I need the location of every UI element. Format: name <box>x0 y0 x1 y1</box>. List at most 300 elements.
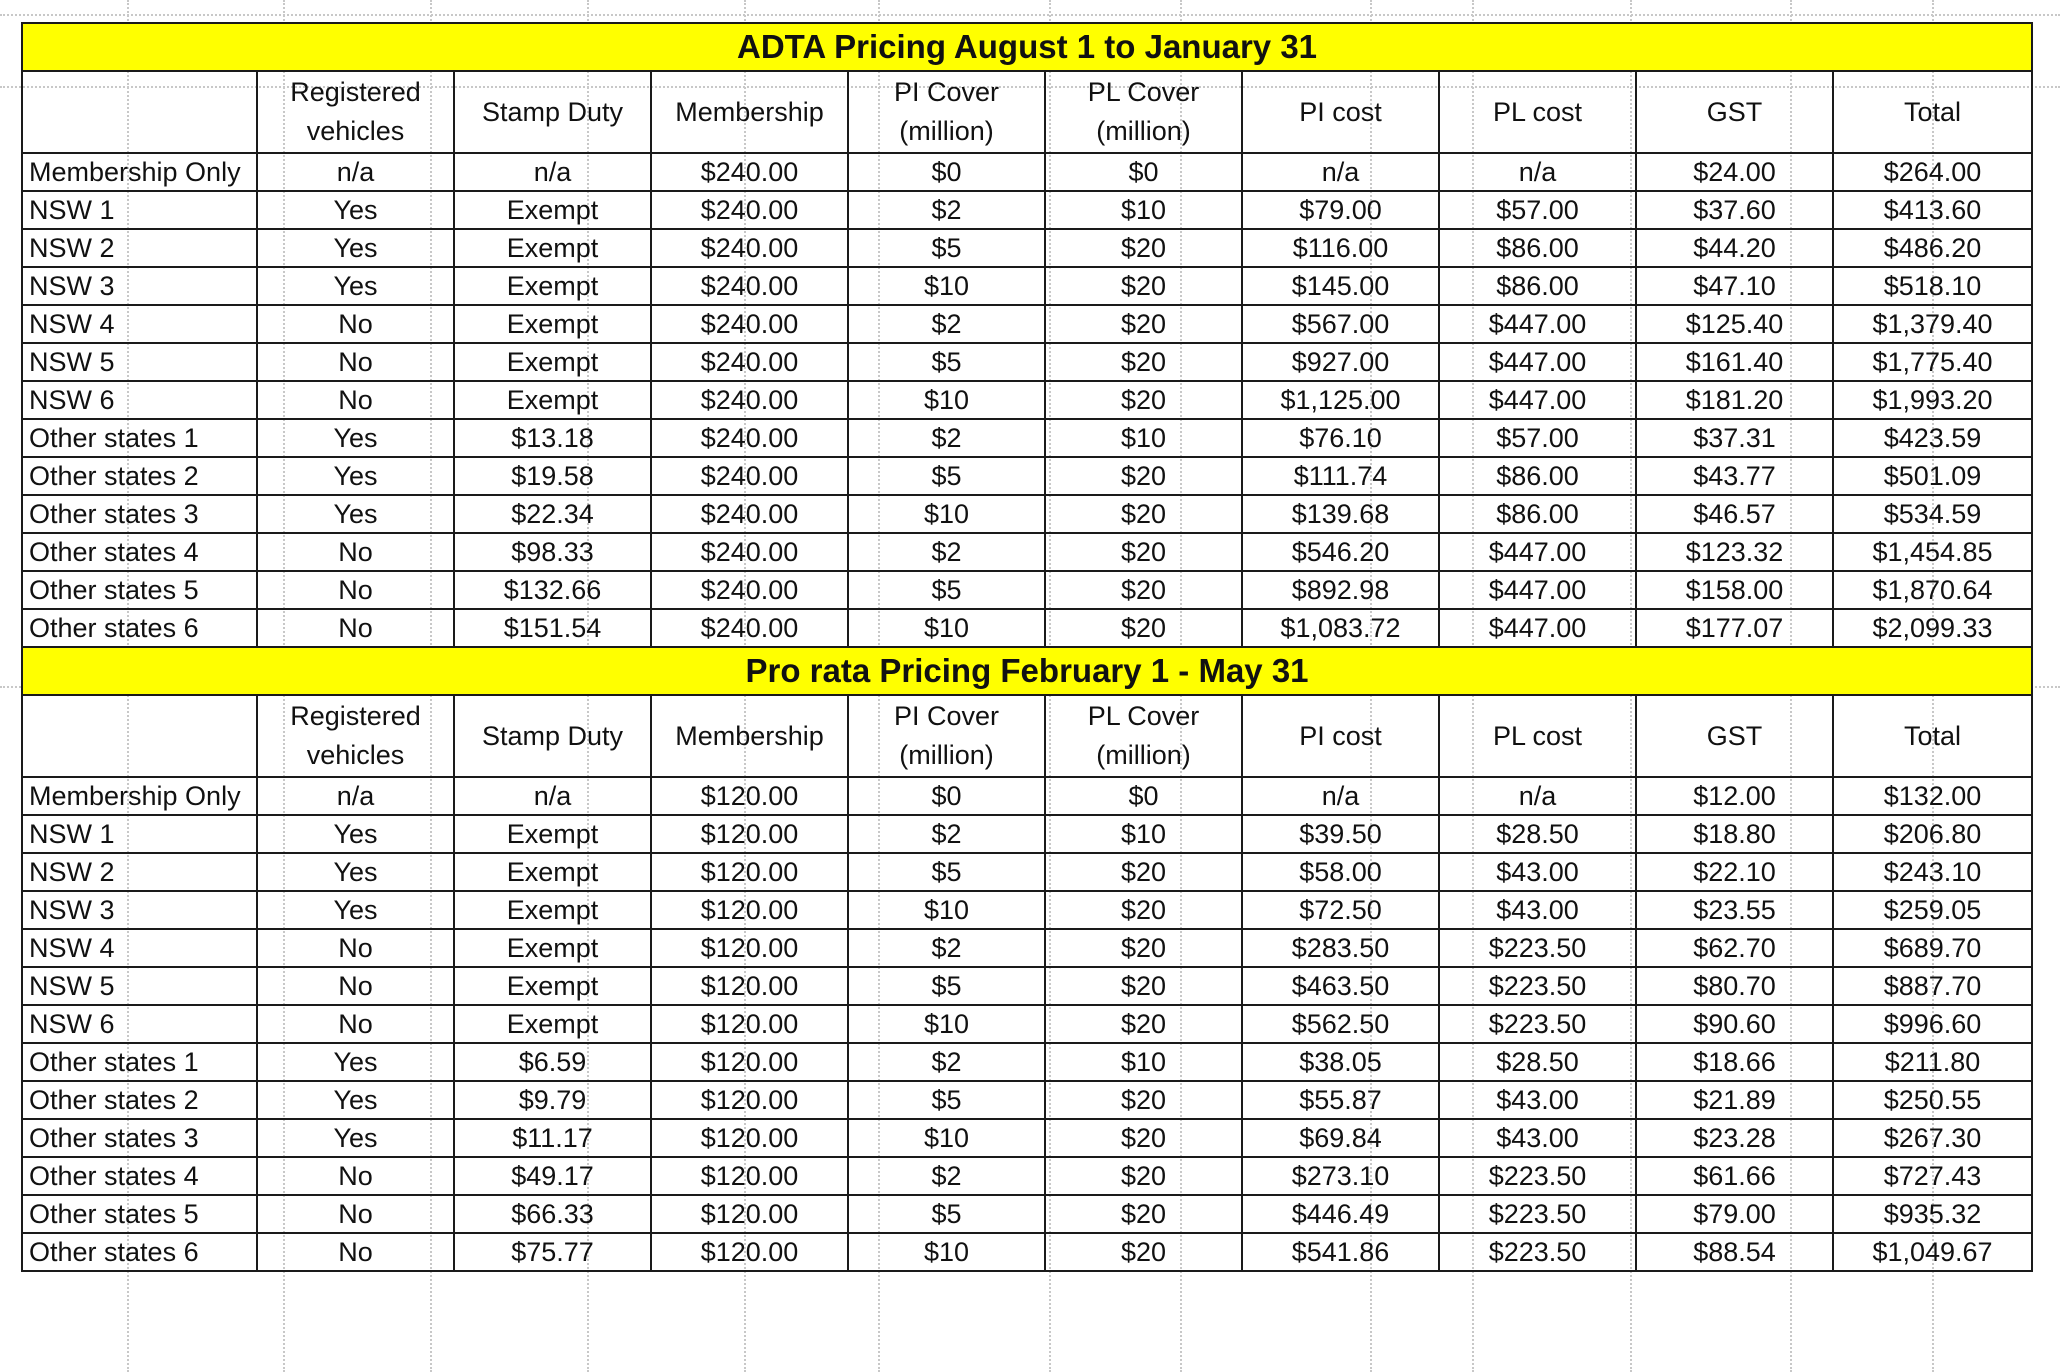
cell-pl-cover[interactable]: $20 <box>1045 1119 1242 1157</box>
cell-pl-cover[interactable]: $20 <box>1045 533 1242 571</box>
cell-membership[interactable]: $240.00 <box>651 153 848 191</box>
column-header-row-label[interactable] <box>22 695 257 777</box>
cell-gst[interactable]: $125.40 <box>1636 305 1833 343</box>
cell-stamp-duty[interactable]: n/a <box>454 153 651 191</box>
cell-pl-cost[interactable]: $57.00 <box>1439 191 1636 229</box>
cell-registered-vehicles[interactable]: Yes <box>257 853 454 891</box>
cell-pl-cost[interactable]: $447.00 <box>1439 533 1636 571</box>
cell-gst[interactable]: $79.00 <box>1636 1195 1833 1233</box>
cell-row-label[interactable]: NSW 5 <box>22 967 257 1005</box>
cell-registered-vehicles[interactable]: Yes <box>257 419 454 457</box>
column-header-total[interactable]: Total <box>1833 71 2032 153</box>
cell-membership[interactable]: $120.00 <box>651 1195 848 1233</box>
cell-pl-cost[interactable]: $447.00 <box>1439 381 1636 419</box>
cell-total[interactable]: $264.00 <box>1833 153 2032 191</box>
cell-stamp-duty[interactable]: Exempt <box>454 853 651 891</box>
cell-stamp-duty[interactable]: Exempt <box>454 267 651 305</box>
column-header-membership[interactable]: Membership <box>651 695 848 777</box>
cell-pl-cover[interactable]: $20 <box>1045 853 1242 891</box>
cell-pi-cost[interactable]: $58.00 <box>1242 853 1439 891</box>
column-header-row-label[interactable] <box>22 71 257 153</box>
cell-pi-cover[interactable]: $5 <box>848 457 1045 495</box>
cell-pl-cost[interactable]: $86.00 <box>1439 495 1636 533</box>
cell-gst[interactable]: $90.60 <box>1636 1005 1833 1043</box>
cell-pl-cost[interactable]: $223.50 <box>1439 967 1636 1005</box>
cell-pi-cover[interactable]: $10 <box>848 609 1045 647</box>
cell-gst[interactable]: $177.07 <box>1636 609 1833 647</box>
cell-registered-vehicles[interactable]: No <box>257 571 454 609</box>
cell-total[interactable]: $935.32 <box>1833 1195 2032 1233</box>
cell-pi-cost[interactable]: $283.50 <box>1242 929 1439 967</box>
cell-pl-cover[interactable]: $20 <box>1045 929 1242 967</box>
column-header-total[interactable]: Total <box>1833 695 2032 777</box>
cell-row-label[interactable]: NSW 2 <box>22 853 257 891</box>
cell-row-label[interactable]: Other states 4 <box>22 533 257 571</box>
cell-membership[interactable]: $120.00 <box>651 777 848 815</box>
cell-pi-cover[interactable]: $5 <box>848 1195 1045 1233</box>
cell-pl-cost[interactable]: $28.50 <box>1439 815 1636 853</box>
cell-total[interactable]: $1,379.40 <box>1833 305 2032 343</box>
cell-stamp-duty[interactable]: Exempt <box>454 967 651 1005</box>
cell-stamp-duty[interactable]: Exempt <box>454 191 651 229</box>
cell-row-label[interactable]: NSW 1 <box>22 815 257 853</box>
cell-total[interactable]: $259.05 <box>1833 891 2032 929</box>
cell-total[interactable]: $887.70 <box>1833 967 2032 1005</box>
cell-total[interactable]: $1,454.85 <box>1833 533 2032 571</box>
cell-gst[interactable]: $158.00 <box>1636 571 1833 609</box>
cell-stamp-duty[interactable]: $75.77 <box>454 1233 651 1271</box>
cell-pl-cover[interactable]: $20 <box>1045 1157 1242 1195</box>
cell-registered-vehicles[interactable]: No <box>257 305 454 343</box>
cell-total[interactable]: $243.10 <box>1833 853 2032 891</box>
cell-row-label[interactable]: NSW 1 <box>22 191 257 229</box>
cell-pi-cover[interactable]: $0 <box>848 777 1045 815</box>
cell-total[interactable]: $1,870.64 <box>1833 571 2032 609</box>
cell-total[interactable]: $518.10 <box>1833 267 2032 305</box>
cell-pl-cover[interactable]: $10 <box>1045 815 1242 853</box>
cell-membership[interactable]: $240.00 <box>651 419 848 457</box>
cell-registered-vehicles[interactable]: Yes <box>257 191 454 229</box>
column-header-registered-vehicles[interactable]: Registered vehicles <box>257 71 454 153</box>
cell-row-label[interactable]: Membership Only <box>22 153 257 191</box>
cell-membership[interactable]: $240.00 <box>651 495 848 533</box>
cell-pi-cost[interactable]: $55.87 <box>1242 1081 1439 1119</box>
cell-pl-cost[interactable]: $28.50 <box>1439 1043 1636 1081</box>
cell-membership[interactable]: $120.00 <box>651 891 848 929</box>
cell-stamp-duty[interactable]: Exempt <box>454 891 651 929</box>
cell-pl-cover[interactable]: $10 <box>1045 1043 1242 1081</box>
cell-gst[interactable]: $24.00 <box>1636 153 1833 191</box>
cell-registered-vehicles[interactable]: n/a <box>257 777 454 815</box>
cell-pi-cost[interactable]: $72.50 <box>1242 891 1439 929</box>
cell-pl-cover[interactable]: $20 <box>1045 381 1242 419</box>
cell-gst[interactable]: $18.80 <box>1636 815 1833 853</box>
cell-total[interactable]: $423.59 <box>1833 419 2032 457</box>
cell-pl-cost[interactable]: $43.00 <box>1439 891 1636 929</box>
cell-membership[interactable]: $120.00 <box>651 1043 848 1081</box>
cell-pl-cost[interactable]: $43.00 <box>1439 1119 1636 1157</box>
cell-pl-cost[interactable]: $43.00 <box>1439 1081 1636 1119</box>
cell-gst[interactable]: $61.66 <box>1636 1157 1833 1195</box>
cell-membership[interactable]: $120.00 <box>651 1157 848 1195</box>
cell-pl-cover[interactable]: $20 <box>1045 305 1242 343</box>
cell-pi-cover[interactable]: $5 <box>848 967 1045 1005</box>
column-header-stamp-duty[interactable]: Stamp Duty <box>454 695 651 777</box>
cell-total[interactable]: $1,049.67 <box>1833 1233 2032 1271</box>
cell-registered-vehicles[interactable]: Yes <box>257 229 454 267</box>
cell-row-label[interactable]: Other states 6 <box>22 1233 257 1271</box>
cell-registered-vehicles[interactable]: No <box>257 929 454 967</box>
cell-membership[interactable]: $240.00 <box>651 381 848 419</box>
cell-gst[interactable]: $123.32 <box>1636 533 1833 571</box>
cell-gst[interactable]: $18.66 <box>1636 1043 1833 1081</box>
cell-membership[interactable]: $120.00 <box>651 1233 848 1271</box>
column-header-pl-cost[interactable]: PL cost <box>1439 71 1636 153</box>
cell-pl-cover[interactable]: $20 <box>1045 1195 1242 1233</box>
cell-stamp-duty[interactable]: Exempt <box>454 343 651 381</box>
cell-pi-cover[interactable]: $2 <box>848 533 1045 571</box>
cell-pi-cost[interactable]: n/a <box>1242 777 1439 815</box>
table-row <box>22 191 2032 229</box>
cell-pi-cost[interactable]: $546.20 <box>1242 533 1439 571</box>
cell-row-label[interactable]: NSW 4 <box>22 929 257 967</box>
cell-pi-cover[interactable]: $2 <box>848 929 1045 967</box>
cell-gst[interactable]: $46.57 <box>1636 495 1833 533</box>
cell-pl-cost[interactable]: n/a <box>1439 777 1636 815</box>
cell-gst[interactable]: $12.00 <box>1636 777 1833 815</box>
cell-membership[interactable]: $240.00 <box>651 191 848 229</box>
cell-total[interactable]: $1,775.40 <box>1833 343 2032 381</box>
column-header-pi-cover[interactable]: PI Cover (million) <box>848 695 1045 777</box>
cell-pi-cost[interactable]: $273.10 <box>1242 1157 1439 1195</box>
cell-registered-vehicles[interactable]: No <box>257 1005 454 1043</box>
cell-total[interactable]: $534.59 <box>1833 495 2032 533</box>
cell-row-label[interactable]: Membership Only <box>22 777 257 815</box>
cell-pi-cover[interactable]: $10 <box>848 495 1045 533</box>
cell-registered-vehicles[interactable]: No <box>257 343 454 381</box>
cell-membership[interactable]: $240.00 <box>651 267 848 305</box>
cell-pl-cover[interactable]: $20 <box>1045 609 1242 647</box>
cell-registered-vehicles[interactable]: Yes <box>257 815 454 853</box>
cell-membership[interactable]: $240.00 <box>651 305 848 343</box>
cell-pi-cost[interactable]: $39.50 <box>1242 815 1439 853</box>
cell-total[interactable]: $267.30 <box>1833 1119 2032 1157</box>
cell-total[interactable]: $2,099.33 <box>1833 609 2032 647</box>
cell-stamp-duty[interactable]: $132.66 <box>454 571 651 609</box>
section-title[interactable]: ADTA Pricing August 1 to January 31 <box>22 23 2032 71</box>
cell-stamp-duty[interactable]: $22.34 <box>454 495 651 533</box>
cell-stamp-duty[interactable]: $6.59 <box>454 1043 651 1081</box>
cell-pl-cover[interactable]: $0 <box>1045 777 1242 815</box>
cell-gst[interactable]: $21.89 <box>1636 1081 1833 1119</box>
cell-pi-cover[interactable]: $10 <box>848 381 1045 419</box>
cell-registered-vehicles[interactable]: Yes <box>257 495 454 533</box>
cell-registered-vehicles[interactable]: No <box>257 967 454 1005</box>
table-row <box>22 419 2032 457</box>
cell-pl-cover[interactable]: $20 <box>1045 267 1242 305</box>
cell-pi-cost[interactable]: $79.00 <box>1242 191 1439 229</box>
cell-pi-cost[interactable]: $567.00 <box>1242 305 1439 343</box>
cell-stamp-duty[interactable]: n/a <box>454 777 651 815</box>
cell-stamp-duty[interactable]: Exempt <box>454 1005 651 1043</box>
cell-membership[interactable]: $120.00 <box>651 853 848 891</box>
cell-pi-cover[interactable]: $5 <box>848 1081 1045 1119</box>
cell-total[interactable]: $486.20 <box>1833 229 2032 267</box>
cell-pi-cost[interactable]: $1,125.00 <box>1242 381 1439 419</box>
cell-pl-cover[interactable]: $20 <box>1045 495 1242 533</box>
cell-stamp-duty[interactable]: $9.79 <box>454 1081 651 1119</box>
cell-membership[interactable]: $240.00 <box>651 343 848 381</box>
table-row <box>22 1005 2032 1043</box>
cell-row-label[interactable]: NSW 3 <box>22 891 257 929</box>
section-title-row <box>22 647 2032 695</box>
cell-pl-cover[interactable]: $20 <box>1045 1081 1242 1119</box>
cell-total[interactable]: $413.60 <box>1833 191 2032 229</box>
cell-row-label[interactable]: Other states 2 <box>22 1081 257 1119</box>
cell-membership[interactable]: $120.00 <box>651 1005 848 1043</box>
cell-membership[interactable]: $240.00 <box>651 609 848 647</box>
cell-pi-cost[interactable]: $139.68 <box>1242 495 1439 533</box>
cell-pl-cover[interactable]: $10 <box>1045 419 1242 457</box>
cell-pl-cost[interactable]: $57.00 <box>1439 419 1636 457</box>
cell-pl-cover[interactable]: $20 <box>1045 891 1242 929</box>
table-row <box>22 967 2032 1005</box>
cell-membership[interactable]: $120.00 <box>651 815 848 853</box>
cell-pi-cover[interactable]: $2 <box>848 419 1045 457</box>
cell-pl-cover[interactable]: $20 <box>1045 457 1242 495</box>
cell-pl-cost[interactable]: $223.50 <box>1439 1157 1636 1195</box>
cell-pi-cover[interactable]: $2 <box>848 1157 1045 1195</box>
cell-pl-cost[interactable]: $223.50 <box>1439 1005 1636 1043</box>
cell-gst[interactable]: $22.10 <box>1636 853 1833 891</box>
cell-stamp-duty[interactable]: $11.17 <box>454 1119 651 1157</box>
cell-row-label[interactable]: Other states 6 <box>22 609 257 647</box>
cell-pl-cover[interactable]: $20 <box>1045 229 1242 267</box>
cell-pi-cover[interactable]: $2 <box>848 191 1045 229</box>
column-header-pl-cost[interactable]: PL cost <box>1439 695 1636 777</box>
cell-pl-cover[interactable]: $20 <box>1045 343 1242 381</box>
column-header-pi-cover[interactable]: PI Cover (million) <box>848 71 1045 153</box>
cell-row-label[interactable]: NSW 6 <box>22 381 257 419</box>
cell-gst[interactable]: $37.31 <box>1636 419 1833 457</box>
cell-pi-cover[interactable]: $5 <box>848 571 1045 609</box>
cell-pi-cost[interactable]: $562.50 <box>1242 1005 1439 1043</box>
cell-gst[interactable]: $80.70 <box>1636 967 1833 1005</box>
cell-row-label[interactable]: NSW 4 <box>22 305 257 343</box>
table-row <box>22 305 2032 343</box>
spreadsheet <box>21 22 2031 1272</box>
cell-pi-cost[interactable]: $927.00 <box>1242 343 1439 381</box>
column-header-pl-cover[interactable]: PL Cover (million) <box>1045 695 1242 777</box>
cell-membership[interactable]: $120.00 <box>651 1081 848 1119</box>
table-row <box>22 533 2032 571</box>
cell-pi-cost[interactable]: $541.86 <box>1242 1233 1439 1271</box>
cell-registered-vehicles[interactable]: No <box>257 609 454 647</box>
cell-pl-cover[interactable]: $20 <box>1045 1233 1242 1271</box>
cell-stamp-duty[interactable]: Exempt <box>454 929 651 967</box>
cell-total[interactable]: $250.55 <box>1833 1081 2032 1119</box>
cell-pi-cover[interactable]: $5 <box>848 343 1045 381</box>
cell-pi-cover[interactable]: $2 <box>848 815 1045 853</box>
cell-registered-vehicles[interactable]: n/a <box>257 153 454 191</box>
cell-row-label[interactable]: Other states 1 <box>22 1043 257 1081</box>
cell-total[interactable]: $132.00 <box>1833 777 2032 815</box>
cell-pi-cover[interactable]: $5 <box>848 229 1045 267</box>
cell-stamp-duty[interactable]: $66.33 <box>454 1195 651 1233</box>
cell-total[interactable]: $689.70 <box>1833 929 2032 967</box>
cell-registered-vehicles[interactable]: No <box>257 381 454 419</box>
cell-registered-vehicles[interactable]: Yes <box>257 1081 454 1119</box>
cell-pi-cost[interactable]: $892.98 <box>1242 571 1439 609</box>
section-title-row <box>22 23 2032 71</box>
cell-membership[interactable]: $120.00 <box>651 929 848 967</box>
cell-pi-cost[interactable]: $446.49 <box>1242 1195 1439 1233</box>
cell-registered-vehicles[interactable]: No <box>257 1195 454 1233</box>
cell-total[interactable]: $501.09 <box>1833 457 2032 495</box>
column-header-membership[interactable]: Membership <box>651 71 848 153</box>
cell-total[interactable]: $206.80 <box>1833 815 2032 853</box>
cell-pi-cover[interactable]: $10 <box>848 891 1045 929</box>
cell-registered-vehicles[interactable]: No <box>257 1233 454 1271</box>
cell-pi-cover[interactable]: $10 <box>848 267 1045 305</box>
cell-pl-cost[interactable]: n/a <box>1439 153 1636 191</box>
cell-membership[interactable]: $120.00 <box>651 967 848 1005</box>
cell-gst[interactable]: $37.60 <box>1636 191 1833 229</box>
cell-pl-cost[interactable]: $86.00 <box>1439 229 1636 267</box>
cell-row-label[interactable]: Other states 5 <box>22 571 257 609</box>
cell-pi-cost[interactable]: $111.74 <box>1242 457 1439 495</box>
cell-total[interactable]: $211.80 <box>1833 1043 2032 1081</box>
cell-row-label[interactable]: Other states 2 <box>22 457 257 495</box>
cell-registered-vehicles[interactable]: Yes <box>257 457 454 495</box>
cell-row-label[interactable]: NSW 2 <box>22 229 257 267</box>
cell-pl-cover[interactable]: $20 <box>1045 571 1242 609</box>
cell-registered-vehicles[interactable]: Yes <box>257 1119 454 1157</box>
cell-total[interactable]: $996.60 <box>1833 1005 2032 1043</box>
cell-registered-vehicles[interactable]: No <box>257 1157 454 1195</box>
cell-pl-cost[interactable]: $223.50 <box>1439 1195 1636 1233</box>
cell-gst[interactable]: $47.10 <box>1636 267 1833 305</box>
cell-gst[interactable]: $62.70 <box>1636 929 1833 967</box>
pricing-table <box>21 22 2033 1272</box>
cell-stamp-duty[interactable]: $98.33 <box>454 533 651 571</box>
cell-pl-cost[interactable]: $86.00 <box>1439 267 1636 305</box>
table-row <box>22 1081 2032 1119</box>
cell-pi-cover[interactable]: $10 <box>848 1119 1045 1157</box>
cell-row-label[interactable]: NSW 5 <box>22 343 257 381</box>
cell-pi-cost[interactable]: $145.00 <box>1242 267 1439 305</box>
cell-stamp-duty[interactable]: $19.58 <box>454 457 651 495</box>
cell-pi-cost[interactable]: $463.50 <box>1242 967 1439 1005</box>
cell-pl-cost[interactable]: $447.00 <box>1439 305 1636 343</box>
cell-stamp-duty[interactable]: $13.18 <box>454 419 651 457</box>
cell-row-label[interactable]: NSW 6 <box>22 1005 257 1043</box>
table-row <box>22 229 2032 267</box>
cell-pl-cover[interactable]: $0 <box>1045 153 1242 191</box>
cell-row-label[interactable]: Other states 4 <box>22 1157 257 1195</box>
cell-gst[interactable]: $88.54 <box>1636 1233 1833 1271</box>
cell-pi-cost[interactable]: $69.84 <box>1242 1119 1439 1157</box>
cell-pi-cover[interactable]: $5 <box>848 853 1045 891</box>
cell-stamp-duty[interactable]: Exempt <box>454 229 651 267</box>
cell-pi-cost[interactable]: $76.10 <box>1242 419 1439 457</box>
column-header-stamp-duty[interactable]: Stamp Duty <box>454 71 651 153</box>
cell-row-label[interactable]: Other states 3 <box>22 495 257 533</box>
column-header-pl-cover[interactable]: PL Cover (million) <box>1045 71 1242 153</box>
cell-membership[interactable]: $240.00 <box>651 457 848 495</box>
cell-pl-cost[interactable]: $43.00 <box>1439 853 1636 891</box>
cell-pi-cover[interactable]: $10 <box>848 1005 1045 1043</box>
cell-stamp-duty[interactable]: Exempt <box>454 381 651 419</box>
column-header-pi-cost[interactable]: PI cost <box>1242 71 1439 153</box>
cell-stamp-duty[interactable]: Exempt <box>454 305 651 343</box>
cell-row-label[interactable]: Other states 3 <box>22 1119 257 1157</box>
cell-pi-cover[interactable]: $0 <box>848 153 1045 191</box>
cell-gst[interactable]: $44.20 <box>1636 229 1833 267</box>
cell-pi-cost[interactable]: $1,083.72 <box>1242 609 1439 647</box>
cell-stamp-duty[interactable]: Exempt <box>454 815 651 853</box>
cell-membership[interactable]: $120.00 <box>651 1119 848 1157</box>
cell-stamp-duty[interactable]: $49.17 <box>454 1157 651 1195</box>
table-row <box>22 815 2032 853</box>
cell-pl-cost[interactable]: $223.50 <box>1439 929 1636 967</box>
cell-gst[interactable]: $23.28 <box>1636 1119 1833 1157</box>
cell-pl-cost[interactable]: $447.00 <box>1439 343 1636 381</box>
cell-pi-cover[interactable]: $2 <box>848 305 1045 343</box>
cell-membership[interactable]: $240.00 <box>651 229 848 267</box>
table-row <box>22 1157 2032 1195</box>
cell-pl-cost[interactable]: $447.00 <box>1439 571 1636 609</box>
cell-pl-cost[interactable]: $223.50 <box>1439 1233 1636 1271</box>
cell-pl-cost[interactable]: $86.00 <box>1439 457 1636 495</box>
cell-pi-cost[interactable]: n/a <box>1242 153 1439 191</box>
column-header-gst[interactable]: GST <box>1636 71 1833 153</box>
cell-pl-cover[interactable]: $20 <box>1045 967 1242 1005</box>
cell-row-label[interactable]: Other states 1 <box>22 419 257 457</box>
column-header-pi-cost[interactable]: PI cost <box>1242 695 1439 777</box>
table-row <box>22 1119 2032 1157</box>
cell-registered-vehicles[interactable]: Yes <box>257 267 454 305</box>
cell-pi-cost[interactable]: $116.00 <box>1242 229 1439 267</box>
cell-row-label[interactable]: NSW 3 <box>22 267 257 305</box>
cell-registered-vehicles[interactable]: Yes <box>257 891 454 929</box>
cell-pl-cover[interactable]: $10 <box>1045 191 1242 229</box>
cell-gst[interactable]: $43.77 <box>1636 457 1833 495</box>
cell-pi-cost[interactable]: $38.05 <box>1242 1043 1439 1081</box>
cell-membership[interactable]: $240.00 <box>651 571 848 609</box>
table-row <box>22 929 2032 967</box>
section-title[interactable]: Pro rata Pricing February 1 - May 31 <box>22 647 2032 695</box>
table-row <box>22 1043 2032 1081</box>
cell-membership[interactable]: $240.00 <box>651 533 848 571</box>
cell-pl-cost[interactable]: $447.00 <box>1439 609 1636 647</box>
cell-pi-cover[interactable]: $10 <box>848 1233 1045 1271</box>
cell-pi-cover[interactable]: $2 <box>848 1043 1045 1081</box>
gridline <box>0 14 2060 16</box>
cell-gst[interactable]: $23.55 <box>1636 891 1833 929</box>
cell-gst[interactable]: $181.20 <box>1636 381 1833 419</box>
column-header-gst[interactable]: GST <box>1636 695 1833 777</box>
cell-total[interactable]: $1,993.20 <box>1833 381 2032 419</box>
cell-row-label[interactable]: Other states 5 <box>22 1195 257 1233</box>
cell-stamp-duty[interactable]: $151.54 <box>454 609 651 647</box>
cell-gst[interactable]: $161.40 <box>1636 343 1833 381</box>
cell-pl-cover[interactable]: $20 <box>1045 1005 1242 1043</box>
column-header-registered-vehicles[interactable]: Registered vehicles <box>257 695 454 777</box>
cell-total[interactable]: $727.43 <box>1833 1157 2032 1195</box>
cell-registered-vehicles[interactable]: Yes <box>257 1043 454 1081</box>
cell-registered-vehicles[interactable]: No <box>257 533 454 571</box>
